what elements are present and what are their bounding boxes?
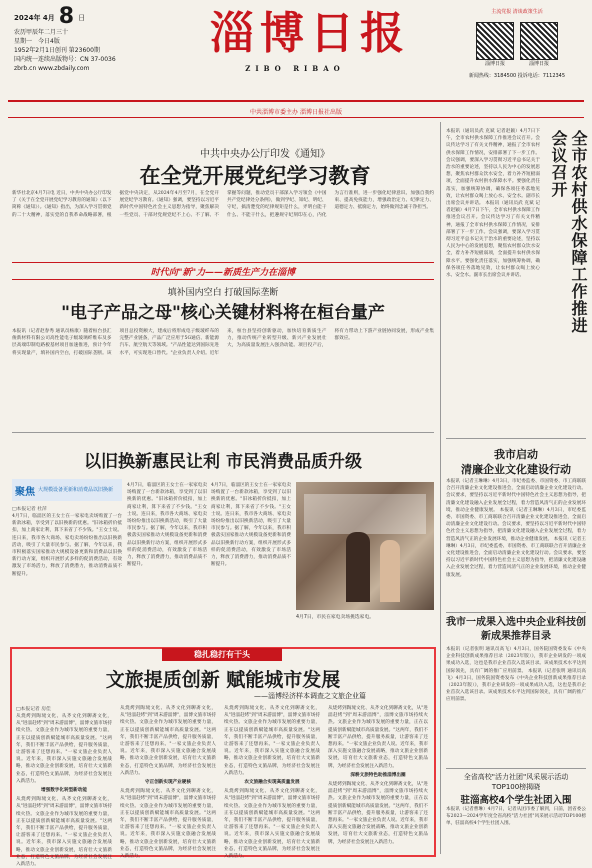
masthead-day-suffix: 日	[78, 14, 86, 22]
consumer-body-text: 4月7日，临淄区的王女士在一家家电卖场购置了一台新款冰箱，享受到了以旧换新的优惠。"旧冰箱折价抵扣，加上商家让利，算下来省了不少钱。"王女士说。连日来，我市各大商场、家电卖场纷纷推出以旧换新活动，吸引了大量市民参与。据了解，今年以来，我市积极落实国家推动大规模设备更新和消费品以旧换新行动方案，组织开展形式多样的促消费活动，有效激发了市场活力，释放了消费潜力，推动消费品质不断提升。	[211, 483, 291, 568]
sidebar2-body-text: 本报讯（记者张明 通讯员高飞）4月3日，国务院国资委发布《中央企业科技创新成果推荐目录（2023年版）》，我市企业研发的一项成果成功入选，这也是我市企业首次入选该目录。该成果技术水平达到国际领先，具有广阔的推广应用前景。	[446, 668, 586, 703]
consumer-headline: 以旧换新惠民让利 市民消费品质升级	[84, 452, 362, 472]
masthead-hotline: 新闻热线：3184500 投诉电话：7112345	[468, 73, 566, 79]
right-divider	[446, 438, 586, 439]
feature-banner	[12, 262, 434, 280]
right-divider	[446, 612, 586, 613]
culture-subhead: 农文旅融合实现高质量发展	[244, 780, 300, 786]
culture-body-text: 从烧烤到陶琉文化、从齐文化到聊斋文化，从"进淄赶烤"到"周末游淄博"，淄博文旅市场持续火热。文旅企业作为城市发展的重要力量，正在以提质创新赋能城市高质量发展。"这两年，我们不断丰富产品供给，提升服务质量，让游客来了还想再来。"一家文旅企业负责人说。近年来，我市深入实施文旅融合发展战略，推动文旅企业创新发展，培育壮大文旅新业态，打造特色文旅品牌，为经济社会发展注入新活力。	[16, 797, 112, 868]
masthead-cn-code: 国内统一连续出版物号：CN 37-0036	[14, 56, 116, 63]
culture-body-text: 从烧烤到陶琉文化、从齐文化到聊斋文化，从"进淄赶烤"到"周末游淄博"，淄博文旅市场持续火热。文旅企业作为城市发展的重要力量，正在以提质创新赋能城市高质量发展。"这两年，我们不断丰富产品供给，提升服务质量，让游客来了还想再来。"一家文旅企业负责人说。近年来，我市深入实施文旅融合发展战略，推动文旅企业创新发展，培育壮大文旅新业态，打造特色文旅品牌，为经济社会发展注入新活力。	[16, 714, 112, 784]
masthead-divider-thin	[8, 117, 584, 118]
masthead-date-block	[14, 6, 162, 110]
sidebar1-body-text: 本报讯（记者王琳琳）4月3日，市纪委监委、市国资委、市工商联联合召开清廉企业文化建设推进会，全面启动清廉企业文化建设行动。会议要求，要坚持以习近平新时代中国特色社会主义思想为指导，把清廉文化建设融入企业发展全过程，着力营造风清气正的企业发展环境，推动企业健康发展。	[446, 479, 586, 513]
masthead-divider	[8, 100, 584, 102]
consumer-focus-tag	[12, 479, 122, 501]
feature-kicker: 填补国内空白 打破国际垄断	[167, 288, 279, 298]
consumer-body-text: 4月7日，临淄区的王女士在一家家电卖场购置了一台新款冰箱，享受到了以旧换新的优惠。"旧冰箱折价抵扣，加上商家让利，算下来省了不少钱。"王女士说。连日来，我市各大商场、家电卖场纷纷推出以旧换新活动，吸引了大量市民参与。据了解，今年以来，我市积极落实国家推动大规模设备更新和消费品以旧换新行动方案，组织开展形式多样的促消费活动，有效激发了市场活力，释放了消费潜力，推动消费品质不断提升。	[127, 483, 207, 568]
feature-banner-text: 时代向"新"力——新质生产力在淄博	[150, 267, 296, 278]
culture-subhead: 守正创新实现产业硬核	[145, 780, 191, 786]
sidebar3-body-text: 本报讯（记者曹琳）4月7日，记者从团市委了解到，日前，团省委公布2023—2024学年度全省高校"活力社团"风采展示活动TOP100榜单，驻淄高校4个学生社团入围。	[446, 807, 586, 827]
sidebar3-kicker: 全省高校"活力社团"风采展示活动	[463, 773, 569, 781]
qr-code-icon	[520, 22, 558, 60]
masthead-right-block	[452, 8, 582, 100]
culture-body-text: 从烧烤到陶琉文化、从齐文化到聊斋文化，从"进淄赶烤"到"周末游淄博"，淄博文旅市场持续火热。文旅企业作为城市发展的重要力量，正在以提质创新赋能城市高质量发展。"这两年，我们不断丰富产品供给，提升服务质量，让游客来了还想再来。"一家文旅企业负责人说。近年来，我市深入实施文旅融合发展战略，推动文旅企业创新发展，培育壮大文旅新业态，打造特色文旅品牌，为经济社会发展注入新活力。	[224, 789, 320, 860]
sidebar3-kicker-2: TOP100榜揭晓	[491, 783, 541, 791]
photo-shelf	[304, 494, 426, 534]
feature-body	[12, 328, 434, 426]
consumer-body-col2	[127, 482, 207, 632]
culture-body-col2	[120, 705, 216, 860]
culture-article-frame	[10, 647, 436, 868]
masthead-edition: 今日4版	[38, 38, 60, 45]
masthead-day: 8	[58, 4, 75, 29]
lead-body	[12, 190, 434, 252]
masthead-year-month: 2024年 4月	[14, 14, 55, 22]
culture-banner: 稳扎稳打有干头	[162, 648, 282, 661]
feature-body-text: 本报讯（记者赵春秀 通讯员杨康）随着桓台县汇俊新材料有限公司高性能电子级玻璃纤维布及多层高端印制电路板基材项目加速推进，预计今年将实现量产，填补国内空白，打破国际垄断。该项目总投资额大，建成后将形成电子级玻纤布的完整产业链条，产品广泛应用于5G通信、新能源汽车、航空航天等领域。"产品性能达到国际先进水平，可实现进口替代。"企业负责人介绍。近年来，桓台县坚持创新驱动，加快培育新质生产力，推动传统产业转型升级、新兴产业发展壮大，为高质量发展注入强劲动能。项目投产后，将有力带动上下游产业链协同发展，形成产业集群效应。	[12, 329, 434, 356]
sidebar1-body	[446, 478, 586, 610]
culture-subhead: 增强数字化转型新动能	[41, 788, 87, 794]
sidebar2-body	[446, 646, 586, 766]
culture-body-col3	[224, 705, 320, 860]
culture-body-text: 从烧烤到陶琉文化、从齐文化到聊斋文化，从"进淄赶烤"到"周末游淄博"，淄博文旅市场持续火热。文旅企业作为城市发展的重要力量，正在以提质创新赋能城市高质量发展。"这两年，我们不断丰富产品供给，提升服务质量，让游客来了还想再来。"一家文旅企业负责人说。近年来，我市深入实施文旅融合发展战略，推动文旅企业创新发展，培育壮大文旅新业态，打造特色文旅品牌，为经济社会发展注入新活力。	[120, 789, 216, 860]
rural-body	[446, 128, 540, 434]
consumer-photo	[296, 482, 434, 610]
culture-body-col1	[16, 713, 112, 868]
lead-body-text: 新华社北京4月7日电 近日，中共中央办公厅印发了《关于在全党开展党纪学习教育的通知》（以下简称《通知》）。《通知》指出，为深入学习贯彻党的二十大精神，落实党的自我革命战略部署，根据党中央决定，从2024年4月至7月，在全党开展党纪学习教育。《通知》强调，要坚持以习近平新时代中国特色社会主义思想为指导，聚焦解决一些党员、干部对党规党纪不上心、不了解、不掌握等问题，推动党员干部深入学习领会《中国共产党纪律处分条例》，做到学纪、知纪、明纪、守纪，搞清楚党的纪律规矩是什么，弄明白能干什么、不能干什么，把遵规守纪刻印在心，内化为言行准则，进一步强化纪律意识、加强自我约束、提高免疫能力，增强政治定力、纪律定力、道德定力、抵腐定力，始终做到忠诚干净担当。	[12, 191, 434, 218]
consumer-byline: □本报记者 杜萍	[12, 507, 47, 512]
consumer-body-col3	[211, 482, 291, 632]
focus-tag-sub: 大规模设备更新和消费品以旧换新	[38, 486, 114, 493]
rural-body-text: 本报讯（通讯员武 克斌 记者赵颖）4月7日下午，全市农村供水保障工作推进会议召开。会议传达学习了有关文件精神，通报了全市农村供水保障工作情况，安排部署了下一步工作。会议强调，要深入学习贯彻习近平总书记关于治水的重要论述，坚持以人民为中心的发展思想，聚焦农村群众饮水安全，着力补齐短板弱项，全面提升农村供水保障水平。要强化责任落实，加强统筹协调，确保各项任务落地见效，让农村群众喝上放心水、安全水。副市长出席会议并讲话。	[446, 129, 540, 207]
rural-body-text: 本报讯（通讯员武 克斌 记者赵颖）4月7日下午，全市农村供水保障工作推进会议召开。会议传达学习了有关文件精神，通报了全市农村供水保障工作情况，安排部署了下一步工作。会议强调，要深入学习贯彻习近平总书记关于治水的重要论述，坚持以人民为中心的发展思想，聚焦农村群众饮水安全，着力补齐短板弱项，全面提升农村供水保障水平。要强化责任落实，加强统筹协调，确保各项任务落地见效，让农村群众喝上放心水、安全水。副市长出席会议并讲话。	[446, 201, 540, 279]
newspaper-logo-pinyin: ZIBO RIBAO	[245, 64, 345, 73]
masthead-right-top: 主流党报 清谈政策生活	[491, 9, 543, 15]
sidebar1-headline: 清廉企业文化建设行动	[461, 463, 571, 476]
lead-kicker: 中共中央办公厅印发《通知》	[200, 149, 330, 160]
culture-subhead: 深耕文旅特色助推淄博出圈	[350, 772, 406, 778]
culture-body-text: 从烧烤到陶琉文化、从齐文化到聊斋文化，从"进淄赶烤"到"周末游淄博"，淄博文旅市场持续火热。文旅企业作为城市发展的重要力量，正在以提质创新赋能城市高质量发展。"这两年，我们不断丰富产品供给，提升服务质量，让游客来了还想再来。"一家文旅企业负责人说。近年来，我市深入实施文旅融合发展战略，推动文旅企业创新发展，培育壮大文旅新业态，打造特色文旅品牌，为经济社会发展注入新活力。	[328, 706, 428, 769]
qr-code-icon	[476, 22, 514, 60]
masthead-slogan: 中共淄博市委主办 淄博日报社出版	[250, 109, 342, 116]
sidebar2-body-text: 本报讯（记者张明 通讯员高飞）4月3日，国务院国资委发布《中央企业科技创新成果推荐目录（2023年版）》，我市企业研发的一项成果成功入选，这也是我市企业首次入选该目录。该成果技术水平达到国际领先，具有广阔的推广应用前景。	[446, 647, 586, 674]
masthead-website: zbrb.cn www.zbdaily.com	[14, 65, 90, 72]
sidebar1-kicker: 我市启动	[494, 448, 538, 461]
masthead-lunar: 农历甲辰年二月三十	[14, 29, 69, 36]
masthead-founding: 1952年2月1日创刊 第23600期	[14, 47, 100, 54]
culture-body-text: 从烧烤到陶琉文化、从齐文化到聊斋文化，从"进淄赶烤"到"周末游淄博"，淄博文旅市场持续火热。文旅企业作为城市发展的重要力量，正在以提质创新赋能城市高质量发展。"这两年，我们不断丰富产品供给，提升服务质量，让游客来了还想再来。"一家文旅企业负责人说。近年来，我市深入实施文旅融合发展战略，推动文旅企业创新发展，培育壮大文旅新业态，打造特色文旅品牌，为经济社会发展注入新活力。	[120, 706, 216, 776]
culture-headline: 文旅提质创新 赋能城市发展	[105, 669, 341, 691]
sidebar2-headline: 我市一成果入选中央企业科技创新成果推荐目录	[446, 617, 586, 642]
culture-byline: □本报记者 房佳	[16, 707, 51, 712]
sidebar1-body-text: 本报讯（记者王琳琳）4月3日，市纪委监委、市国资委、市工商联联合召开清廉企业文化建设推进会，全面启动清廉企业文化建设行动。会议要求，要坚持以习近平新时代中国特色社会主义思想为指导，把清廉文化建设融入企业发展全过程，着力营造风清气正的企业发展环境，推动企业健康发展。	[446, 507, 586, 542]
photo-person	[380, 540, 400, 602]
right-divider	[446, 768, 586, 769]
consumer-body-text: 4月7日，临淄区的王女士在一家家电卖场购置了一台新款冰箱，享受到了以旧换新的优惠。"旧冰箱折价抵扣，加上商家让利，算下来省了不少钱。"王女士说。连日来，我市各大商场、家电卖场纷纷推出以旧换新活动，吸引了大量市民参与。据了解，今年以来，我市积极落实国家推动大规模设备更新和消费品以旧换新行动方案，组织开展形式多样的促消费活动，有效激发了市场活力，释放了消费潜力，推动消费品质不断提升。	[12, 514, 122, 577]
photo-person	[346, 532, 370, 602]
consumer-photo-caption: 4月7日，市民在家电卖场挑选家电。	[296, 615, 375, 620]
newspaper-logo: 淄博日报	[210, 8, 410, 59]
feature-headline: "电子产品之母"核心关键材料将在桓台量产	[61, 303, 385, 323]
sidebar3-headline: 驻淄高校4个学生社团入围	[460, 795, 572, 806]
focus-tag-label: 聚焦	[15, 486, 35, 498]
culture-body-text: 从烧烤到陶琉文化、从齐文化到聊斋文化，从"进淄赶烤"到"周末游淄博"，淄博文旅市场持续火热。文旅企业作为城市发展的重要力量，正在以提质创新赋能城市高质量发展。"这两年，我们不断丰富产品供给，提升服务质量，让游客来了还想再来。"一家文旅企业负责人说。近年来，我市深入实施文旅融合发展战略，推动文旅企业创新发展，培育壮大文旅新业态，打造特色文旅品牌，为经济社会发展注入新活力。	[224, 706, 320, 776]
column-divider	[440, 122, 441, 854]
rural-headline: 全市农村供水保障工作推进会议召开	[549, 130, 588, 334]
lead-headline: 在全党开展党纪学习教育	[139, 164, 371, 188]
culture-body-text: 从烧烤到陶琉文化、从齐文化到聊斋文化，从"进淄赶烤"到"周末游淄博"，淄博文旅市场持续火热。文旅企业作为城市发展的重要力量，正在以提质创新赋能城市高质量发展。"这两年，我们不断丰富产品供给，提升服务质量，让游客来了还想再来。"一家文旅企业负责人说。近年来，我市深入实施文旅融合发展战略，推动文旅企业创新发展，培育壮大文旅新业态，打造特色文旅品牌，为经济社会发展注入新活力。	[328, 782, 428, 845]
qr-label: 淄博日报	[528, 61, 549, 67]
sidebar3-body	[446, 806, 586, 854]
culture-body-col4	[328, 705, 428, 849]
sidebar1-body-text: 本报讯（记者王琳琳）4月3日，市纪委监委、市国资委、市工商联联合召开清廉企业文化建设推进会，全面启动清廉企业文化建设行动。会议要求，要坚持以习近平新时代中国特色社会主义思想为指导，把清廉文化建设融入企业发展全过程，着力营造风清气正的企业发展环境，推动企业健康发展。	[446, 536, 586, 578]
consumer-body	[12, 513, 122, 631]
masthead-weekday: 星期一	[14, 38, 33, 45]
qr-label: 淄博日报	[484, 61, 505, 67]
culture-subtitle: ——淄博经济样本调查之文旅企业篇	[254, 692, 366, 700]
consumer-top-rule	[12, 432, 434, 433]
